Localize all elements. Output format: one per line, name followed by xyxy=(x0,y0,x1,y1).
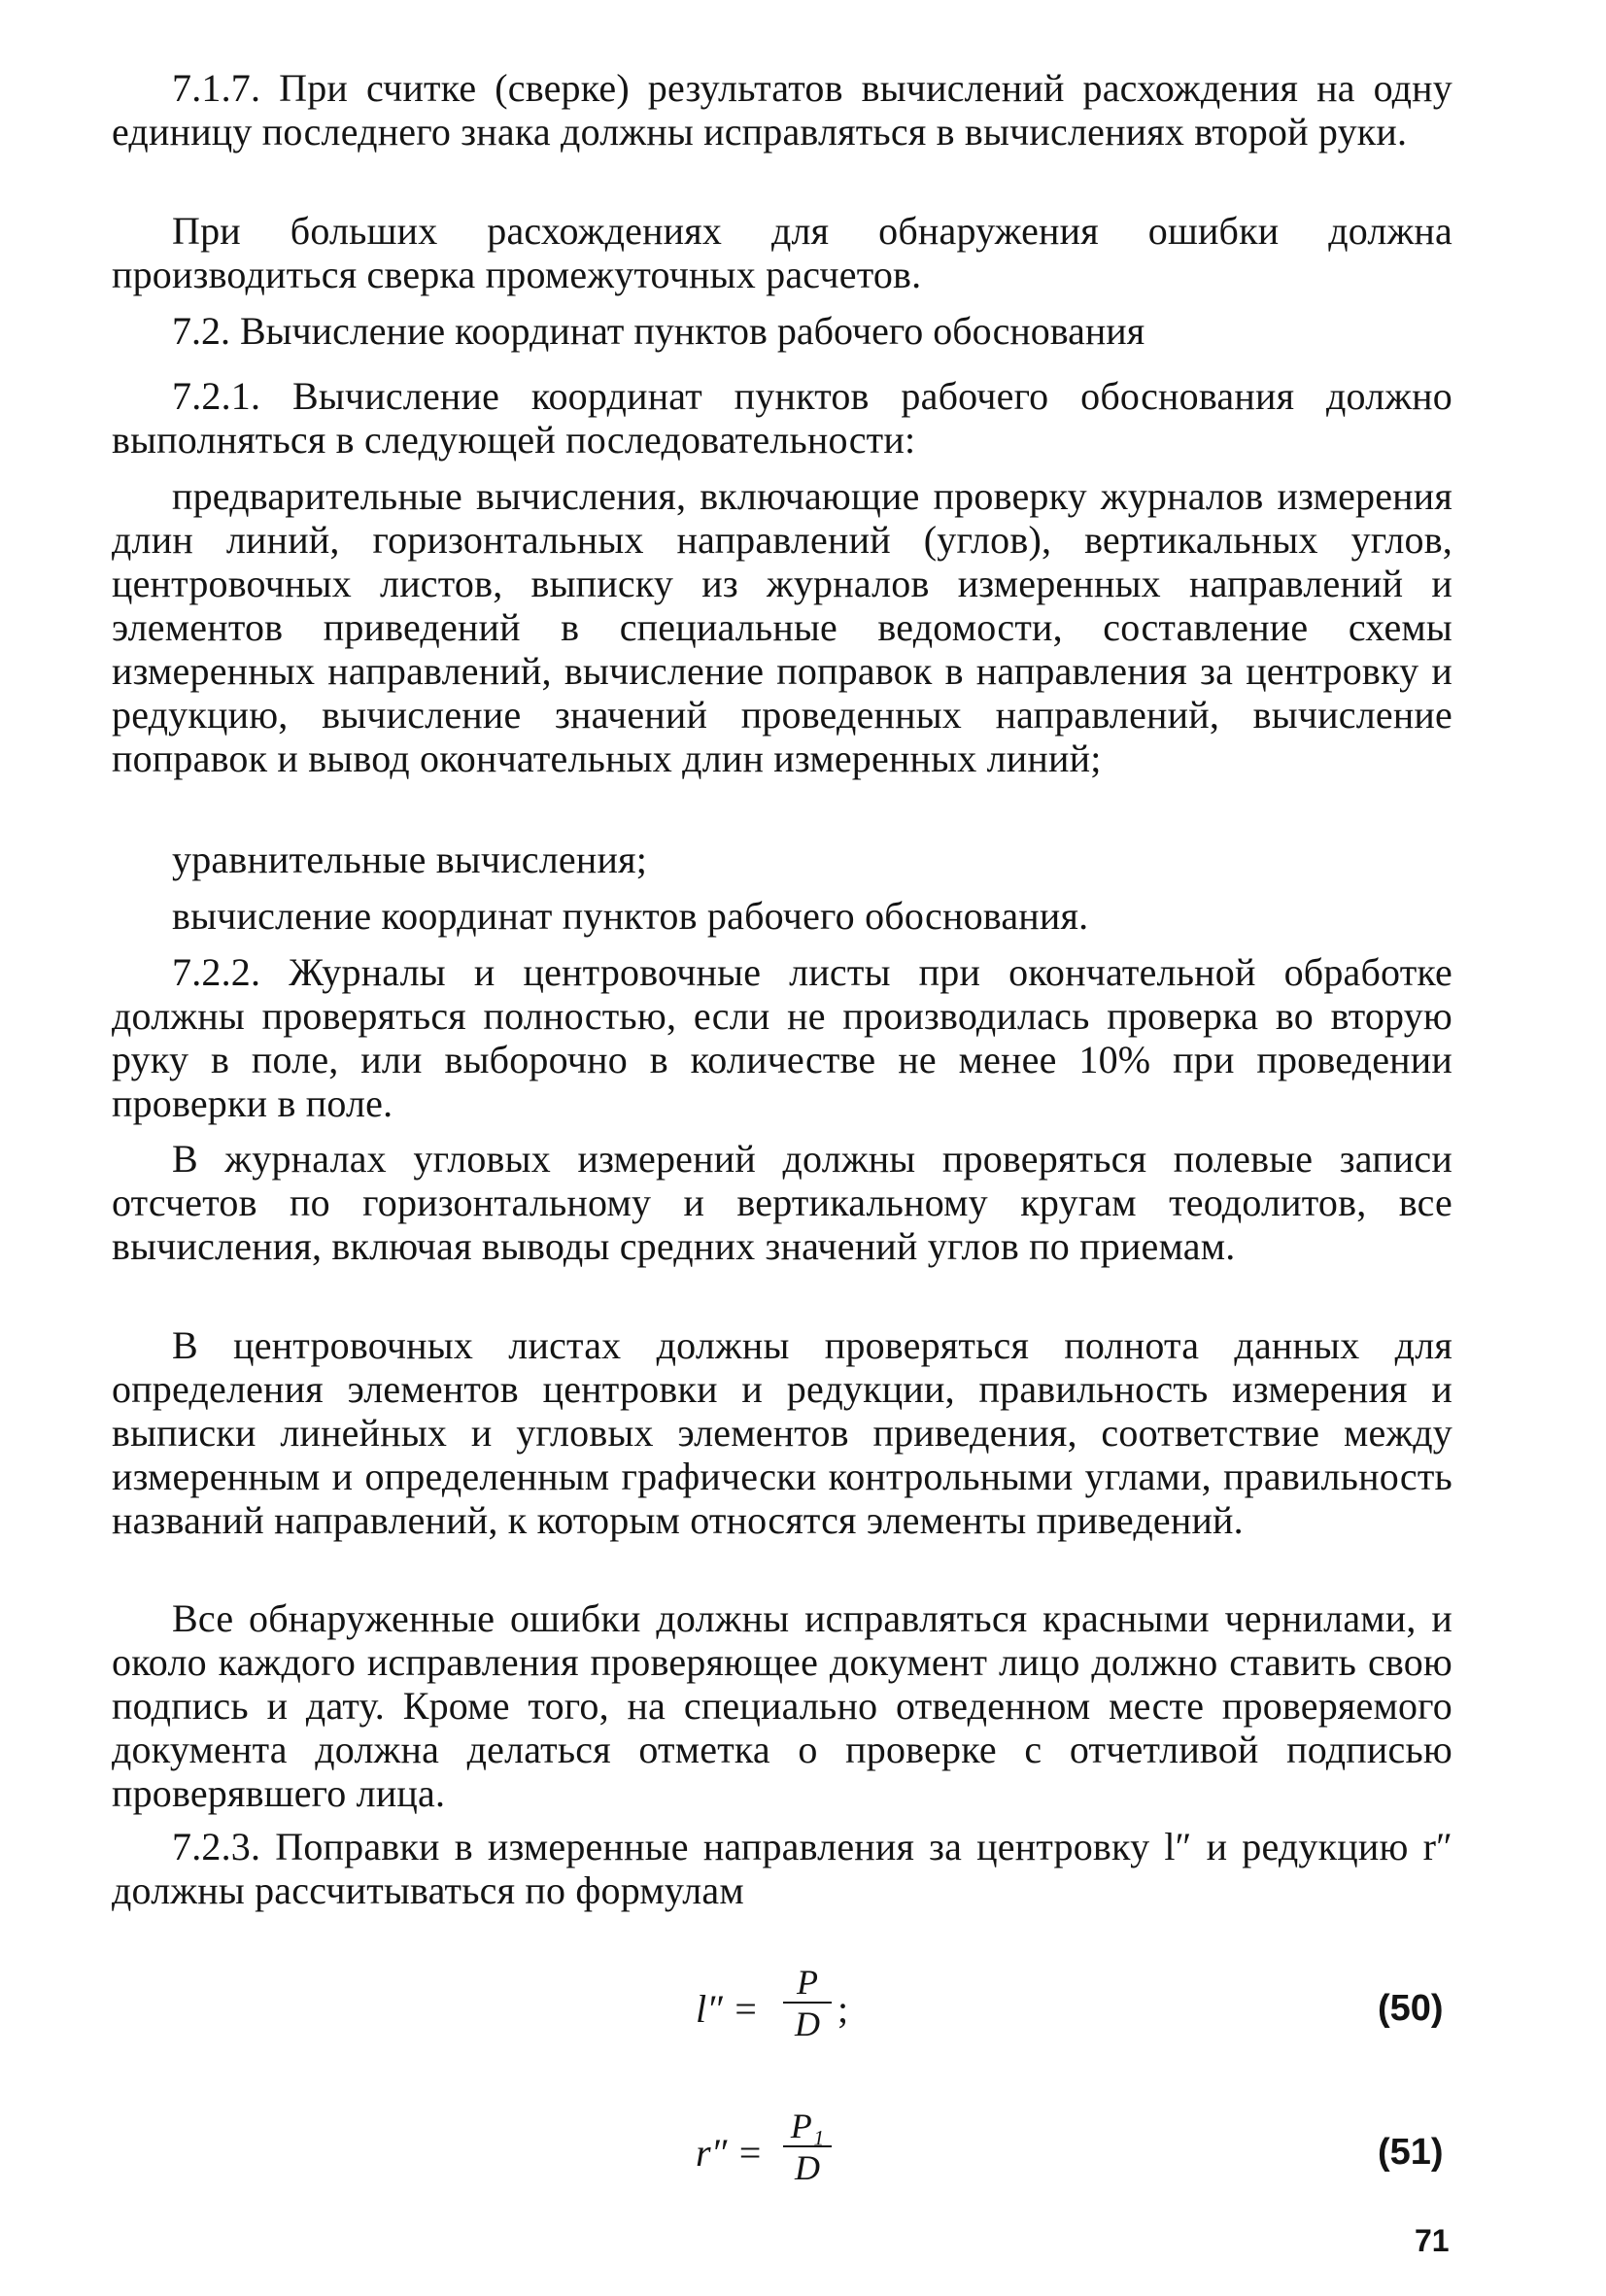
fraction xyxy=(783,1963,832,2044)
fraction-denominator: D xyxy=(795,2148,820,2187)
formula-tail: ; xyxy=(837,1987,849,2031)
paragraph-centering-sheets: В центровочных листах должны проверяться полнота данных для определения элементов центровки и редукции, правильность измерения и выписки линейных и угловых элементов приведения, соответствие между измеренным и определенным графически контрольными углами, правильность названий направлений, к которым относятся элементы приведений. xyxy=(112,1323,1452,1542)
page-number: 71 xyxy=(1415,2223,1450,2258)
section-heading-7-2: 7.2. Вычисление координат пунктов рабочего обоснования xyxy=(172,309,1145,353)
paragraph-7-2-2: 7.2.2. Журналы и центровочные листы при окончательной обработке должны проверяться полностью, если не производилась проверка во вторую руку в поле, или выборочно в количестве не менее 10% при проведении проверки в поле. xyxy=(112,950,1452,1125)
paragraph-7-1-7: 7.1.7. При считке (сверке) результатов вычислений расхождения на одну единицу последнего знака должны исправляться в вычислениях второй руки. xyxy=(112,66,1452,154)
paragraph-7-2-1: 7.2.1. Вычисление координат пунктов рабочего обоснования должно выполняться в следующей последовательности: xyxy=(112,374,1452,462)
list-item-adjustment: уравнительные вычисления; xyxy=(172,838,648,881)
list-item-coordinates: вычисление координат пунктов рабочего обоснования. xyxy=(172,894,1089,938)
fraction-numerator: P xyxy=(783,1963,832,2004)
fraction-numerator: P₁ xyxy=(783,2107,832,2147)
fraction-denominator: D xyxy=(795,2005,820,2043)
fraction xyxy=(783,2107,832,2188)
list-item-preliminary: предварительные вычисления, включающие проверку журналов измерения длин линий, горизонтальных направлений (углов), вертикальных углов, центровочных листов, выписку из журналов измеренных направлений и элементов приведений в специальные ведомости, составление схемы измеренных направлений, вычисление поправок в направления за центровку и редукцию, вычисление значений проведенных направлений, вычисление поправок и вывод окончательных длин измеренных линий; xyxy=(112,474,1452,780)
equation-number-51: (51) xyxy=(1378,2132,1444,2173)
paragraph-angle-journals: В журналах угловых измерений должны проверяться полевые записи отсчетов по горизонтальному и вертикальному кругам теодолитов, все вычисления, включая выводы средних значений углов по приемам. xyxy=(112,1137,1452,1268)
paragraph-7-2-3: 7.2.3. Поправки в измеренные направления за центровку l″ и редукцию r″ должны рассчитываться по формулам xyxy=(112,1825,1452,1912)
formula-lhs: l″ = xyxy=(696,1987,759,2031)
equation-number-50: (50) xyxy=(1378,1988,1444,2029)
paragraph-error-correction: Все обнаруженные ошибки должны исправляться красными чернилами, и около каждого исправления проверяющее документ лицо должно ставить свою подпись и дату. Кроме того, на специально отведенном месте проверяемого документа должна делаться отметка о проверке с отчетливой подписью проверявшего лица. xyxy=(112,1596,1452,1815)
formula-50 xyxy=(688,1963,902,2050)
formula-51 xyxy=(688,2107,902,2194)
paragraph-large-discrepancies: При больших расхождениях для обнаружения ошибки должна производиться сверка промежуточных расчетов. xyxy=(112,209,1452,296)
formula-lhs: r″ = xyxy=(696,2131,764,2175)
